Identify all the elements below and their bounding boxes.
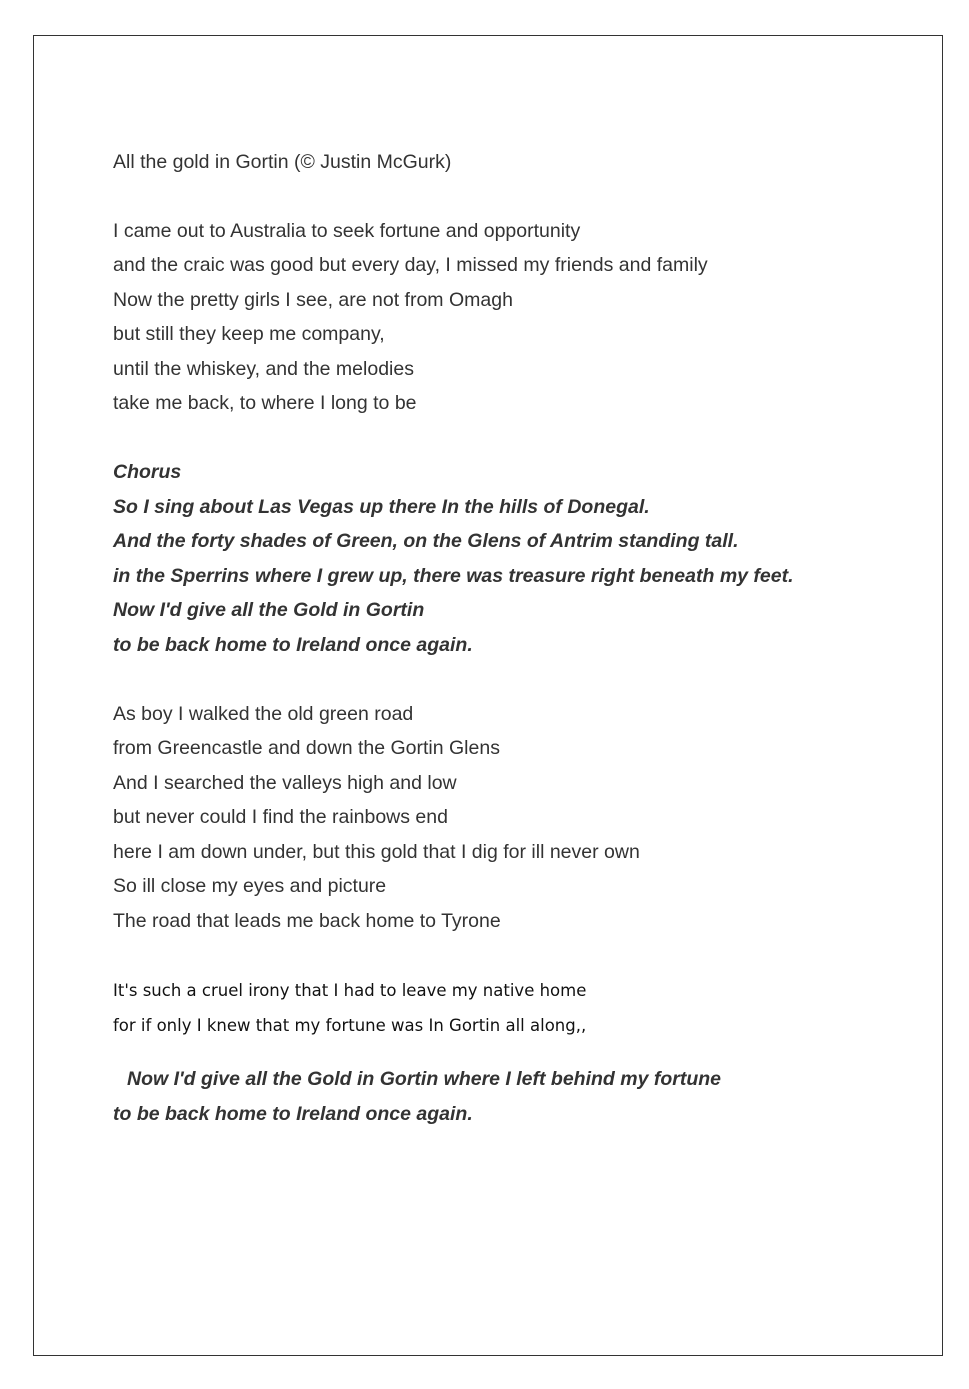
verse1-line-4: but still they keep me company, [113, 323, 385, 345]
verse2-line-7: The road that leads me back home to Tyrone [113, 910, 501, 932]
verse2-line-5: here I am down under, but this gold that I dig for ill never own [113, 841, 640, 863]
verse2-line-6: So ill close my eyes and picture [113, 875, 387, 897]
final-chorus-line-1: Now I'd give all the Gold in Gortin where I left behind my fortune [127, 1068, 722, 1090]
verse1-line-3: Now the pretty girls I see, are not from Omagh [113, 289, 513, 311]
bridge-line-1: It's such a cruel irony that I had to leave my native home [113, 981, 587, 1000]
verse2-line-2: from Greencastle and down the Gortin Glens [113, 737, 500, 759]
song-title: All the gold in Gortin (© Justin McGurk) [113, 151, 452, 173]
final-chorus-line-2: to be back home to Ireland once again. [113, 1103, 473, 1125]
verse2-line-1: As boy I walked the old green road [113, 703, 414, 725]
chorus-line-1: So I sing about Las Vegas up there In the hills of Donegal. [113, 496, 650, 518]
verse2-line-4: but never could I find the rainbows end [113, 806, 448, 828]
verse1-line-5: until the whiskey, and the melodies [113, 358, 414, 380]
bridge-line-2: for if only I knew that my fortune was In Gortin all along,, [113, 1016, 587, 1035]
verse2-line-3: And I searched the valleys high and low [113, 772, 457, 794]
chorus-line-5: to be back home to Ireland once again. [113, 634, 473, 656]
verse1-line-1: I came out to Australia to seek fortune and opportunity [113, 220, 581, 242]
verse1-line-6: take me back, to where I long to be [113, 392, 417, 414]
verse1-line-2: and the craic was good but every day, I missed my friends and family [113, 254, 708, 276]
chorus-line-3: in the Sperrins where I grew up, there was treasure right beneath my feet. [113, 565, 794, 587]
chorus-heading: Chorus [113, 461, 182, 483]
chorus-line-4: Now I'd give all the Gold in Gortin [113, 599, 425, 621]
chorus-line-2: And the forty shades of Green, on the Glens of Antrim standing tall. [113, 530, 739, 552]
